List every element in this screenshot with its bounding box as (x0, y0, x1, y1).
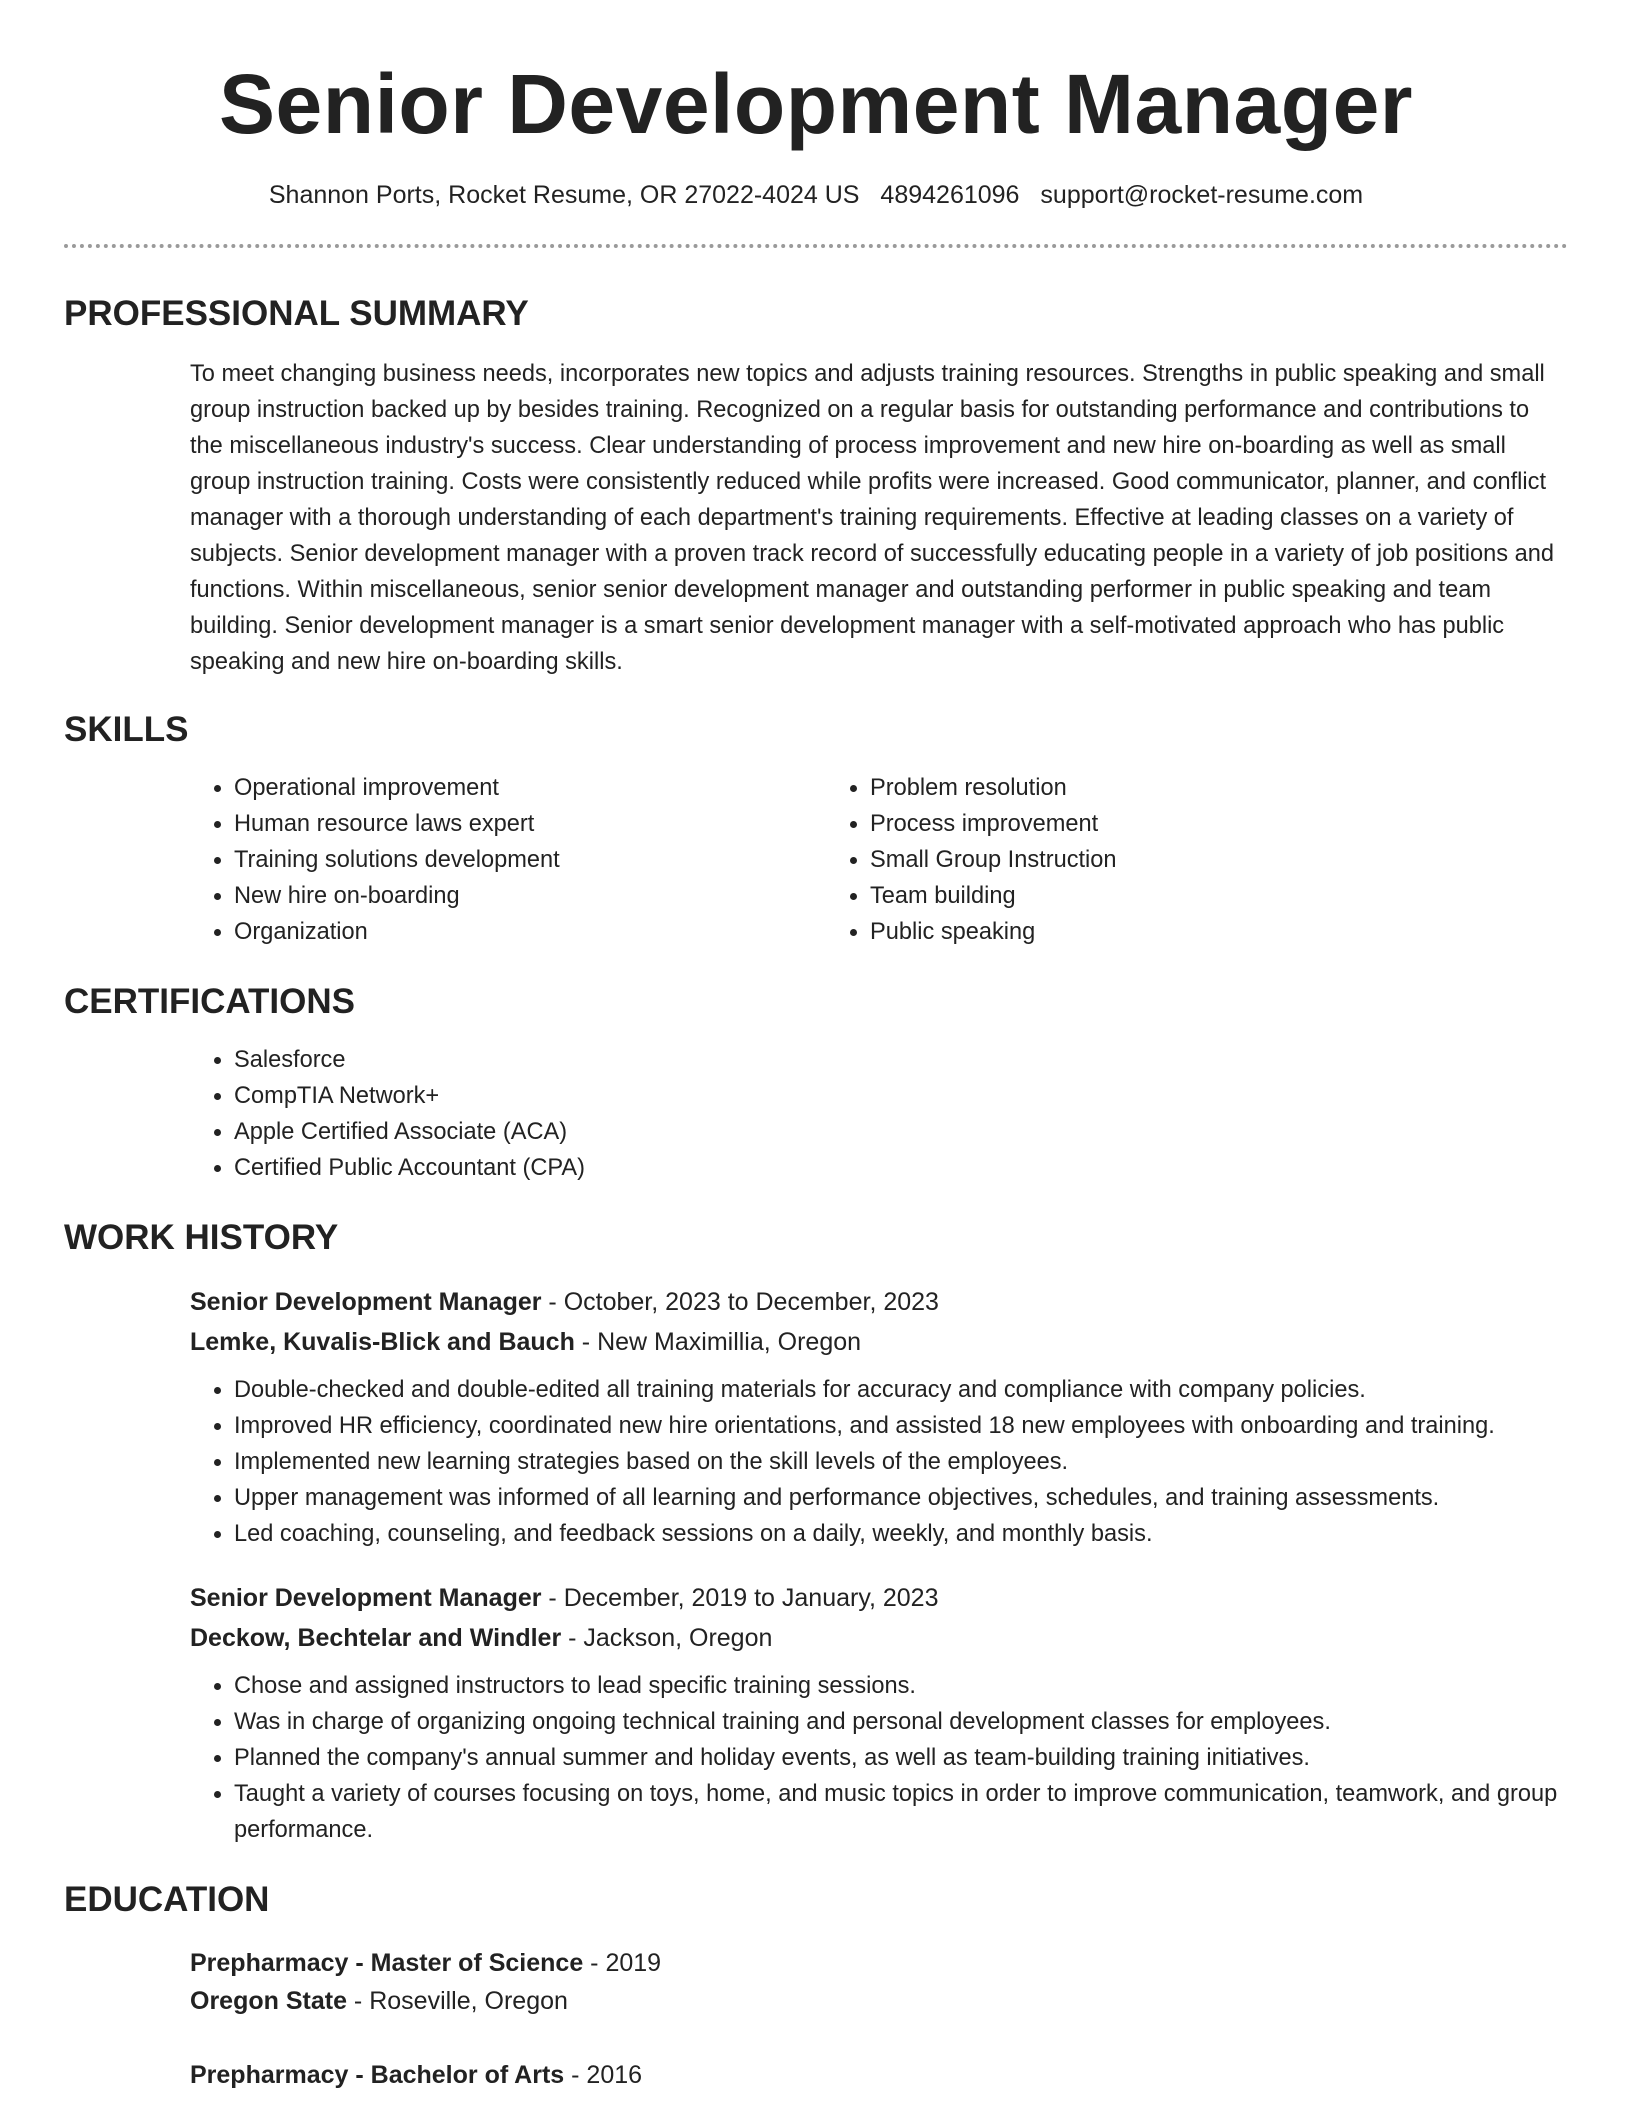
job-dates: - October, 2023 to December, 2023 (541, 1288, 939, 1316)
skills-list-right (826, 770, 1462, 950)
job-duties-list (190, 1668, 1568, 1848)
work-history-heading: WORK HISTORY (64, 1218, 339, 1257)
education-heading: EDUCATION (64, 1880, 270, 1919)
education-degree: Prepharmacy - Master of Science (190, 1949, 584, 1977)
summary-text: To meet changing business needs, incorporates new topics and adjusts training resources. Strengths in public speaking and small group instruction backed up by besides training. Recognized on a regular basis for outstanding performance and contributions to the miscellaneous industry's success. Clear understanding of process improvement and new hire on-boarding as well as small group instruction training. Costs were consistently reduced while profits were increased. Good communicator, planner, and conflict manager with a thorough understanding of each department's training requirements. Effective at leading classes on a variety of subjects. Senior development manager with a proven track record of successfully educating people in a variety of job positions and functions. Within miscellaneous, senior senior development manager and outstanding performer in public speaking and team building. Senior development manager is a smart senior development manager with a self-motivated approach who has public speaking and new hire on-boarding skills. (190, 361, 1554, 675)
list-item: • Training solutions development (234, 842, 826, 878)
education-degree: Prepharmacy - Bachelor of Arts (190, 2061, 565, 2089)
list-item: • Operational improvement (234, 770, 826, 806)
list-item: • Human resource laws expert (234, 806, 826, 842)
education-entry (190, 1944, 1568, 2020)
skills-columns (190, 770, 1568, 950)
job-title-line (190, 1578, 1568, 1618)
education-degree-line (190, 2056, 1568, 2094)
list-item: • Organization (234, 914, 826, 950)
job-company-line (190, 1618, 1568, 1658)
job-title-line (190, 1282, 1568, 1322)
job-dates: - December, 2019 to January, 2023 (541, 1584, 939, 1612)
education-year: - 2019 (583, 1949, 662, 1977)
education-school-line (190, 1982, 1568, 2020)
contact-line (64, 178, 1568, 212)
job-location: - New Maximillia, Oregon (574, 1328, 862, 1356)
list-item: • CompTIA Network+ (234, 1078, 1568, 1114)
job-company-line (190, 1322, 1568, 1362)
job-duties-list (190, 1372, 1568, 1552)
job-location: - Jackson, Oregon (561, 1624, 773, 1652)
education-location: - Roseville, Oregon (346, 1987, 568, 2015)
list-item: • Taught a variety of courses focusing on toys, home, and music topics in order to improve communication, teamwork, and group performance. (234, 1776, 1568, 1848)
list-item: • Salesforce (234, 1042, 1568, 1078)
list-item: • Small Group Instruction (870, 842, 1462, 878)
list-item: • Certified Public Accountant (CPA) (234, 1150, 1568, 1186)
job-position: Senior Development Manager (190, 1584, 542, 1612)
education-entry (190, 2056, 1568, 2094)
job-position: Senior Development Manager (190, 1288, 542, 1316)
list-item: • Led coaching, counseling, and feedback sessions on a daily, weekly, and monthly basis. (234, 1516, 1568, 1552)
certifications-list (190, 1042, 1568, 1186)
job-company: Lemke, Kuvalis-Blick and Bauch (190, 1328, 575, 1356)
header-divider (64, 244, 1568, 248)
job-company: Deckow, Bechtelar and Windler (190, 1624, 562, 1652)
list-item: • Double-checked and double-edited all training materials for accuracy and compliance with company policies. (234, 1372, 1568, 1408)
job-entry (190, 1578, 1568, 1658)
education-degree-line (190, 1944, 1568, 1982)
list-item: • Upper management was informed of all learning and performance objectives, schedules, and training assessments. (234, 1480, 1568, 1516)
list-item: • Improved HR efficiency, coordinated new hire orientations, and assisted 18 new employees with onboarding and training. (234, 1408, 1568, 1444)
list-item: • New hire on-boarding (234, 878, 826, 914)
list-item: • Chose and assigned instructors to lead specific training sessions. (234, 1668, 1568, 1704)
summary-heading: PROFESSIONAL SUMMARY (64, 294, 529, 333)
job-entry (190, 1282, 1568, 1362)
certifications-heading: CERTIFICATIONS (64, 982, 356, 1021)
list-item: • Planned the company's annual summer and holiday events, as well as team-building training initiatives. (234, 1740, 1568, 1776)
contact-address: Shannon Ports, Rocket Resume, OR 27022-4024 US (268, 181, 860, 209)
list-item: • Public speaking (870, 914, 1462, 950)
list-item: • Implemented new learning strategies based on the skill levels of the employees. (234, 1444, 1568, 1480)
contact-phone: 4894261096 (880, 181, 1020, 209)
skills-list-left (190, 770, 826, 950)
list-item: • Was in charge of organizing ongoing technical training and personal development classes for employees. (234, 1704, 1568, 1740)
list-item: • Problem resolution (870, 770, 1462, 806)
list-item: • Apple Certified Associate (ACA) (234, 1114, 1568, 1150)
education-year: - 2016 (564, 2061, 643, 2089)
contact-email: support@rocket-resume.com (1040, 181, 1364, 209)
list-item: • Team building (870, 878, 1462, 914)
list-item: • Process improvement (870, 806, 1462, 842)
resume-title: Senior Development Manager (219, 57, 1413, 151)
education-school: Oregon State (190, 1987, 347, 2015)
skills-heading: SKILLS (64, 710, 189, 749)
